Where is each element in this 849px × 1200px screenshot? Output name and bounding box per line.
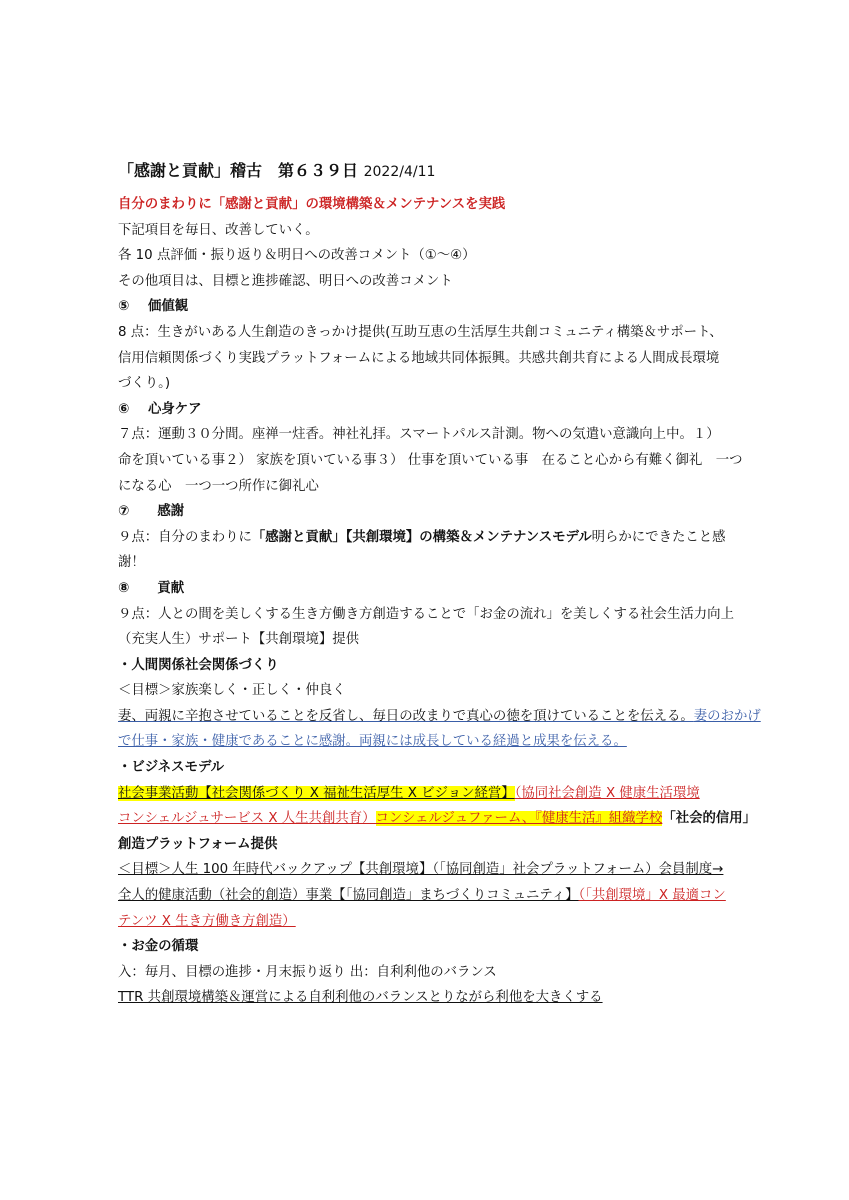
- relations-text-blue: 妻のおかげ: [693, 708, 761, 724]
- main-heading: 自分のまわりに「感謝と貢献」の環境構築＆メンテナンスを実践: [118, 197, 506, 212]
- title-text: 「感謝と貢献」稽古 第６３９日: [118, 161, 359, 180]
- section-number: ⑥: [118, 401, 130, 417]
- money-heading: ・お金の循環: [118, 939, 199, 955]
- section-number: ⑦: [118, 504, 130, 520]
- intro-line-3: その他項目は、目標と進捗確認、明日への改善コメント: [118, 273, 453, 289]
- relations-line-2: で仕事・家族・健康であることに感謝。両親には成長している経過と成果を伝える。: [118, 734, 627, 750]
- values-line-3: づくり。): [118, 376, 171, 392]
- care-line-3: になる心 一つ一つ所作に御礼心: [118, 478, 319, 494]
- business-line-5: [118, 883, 758, 909]
- money-line-2: TTR 共創環境構築＆運営による自利利他のバランスとりながら利他を大きくする: [118, 990, 603, 1006]
- intro-line-2: 各 10 点評価・振り返り＆明日への改善コメント（①～④）: [118, 248, 476, 264]
- gratitude-text-c: 明らかにできたこと感: [591, 529, 726, 545]
- section-contribution-heading: [118, 576, 758, 602]
- business-line-3: 創造プラットフォーム提供: [118, 836, 278, 852]
- business-red-1: （協同社会創造 X 健康生活環境: [514, 785, 700, 801]
- section-label: 価値観: [148, 299, 189, 315]
- values-line-2: 信用信頼関係づくり実践プラットフォームによる地域共同体振興。共感共創共育による人間成長環境: [118, 350, 720, 366]
- contribution-line-2: （充実人生）サポート【共創環境】提供: [118, 632, 360, 648]
- business-heading: ・ビジネスモデル: [118, 760, 225, 776]
- care-line-1: ７点：運動３０分間。座禅一炷香。神社礼拝。スマートパルス計測。物への気遣い意識向上中。１）: [118, 427, 720, 443]
- intro-line-1: 下記項目を毎日、改善していく。: [118, 222, 319, 238]
- document-body: [118, 156, 761, 1011]
- business-line-2: [118, 806, 758, 832]
- title-date: 2022/4/11: [363, 164, 436, 180]
- relations-goal: ＜目標＞家族楽しく・正しく・仲良く: [118, 683, 346, 699]
- business-line-6: テンツ X 生き方働き方創造）: [118, 913, 296, 929]
- section-number: ⑧: [118, 580, 130, 596]
- business-goal: ＜目標＞人生 100 年時代バックアップ【共創環境】（「協同創造」社会プラットフォーム）会員制度→: [118, 862, 724, 878]
- relations-heading: ・人間関係社会関係づくり: [118, 657, 279, 673]
- relations-text-black: 妻、両親に辛抱させていることを反省し、毎日の改まりで真心の徳を頂けていることを伝える。: [118, 708, 694, 724]
- page-title: [118, 156, 758, 186]
- business-red-3: （「共創環境」X 最適コン: [578, 888, 726, 904]
- section-care-heading: [118, 397, 758, 423]
- business-text-black: 全人的健康活動（社会的創造）事業【「協同創造」まちづくりコミュニティ】: [118, 888, 579, 904]
- contribution-line-1: ９点：人との間を美しくする生き方働き方創造することで「お金の流れ」を美しくする社会生活力向上: [118, 606, 734, 622]
- section-gratitude-heading: [118, 499, 758, 525]
- business-red-2: コンシェルジュサービス X 人生共創共育）: [118, 811, 376, 827]
- section-number: ⑤: [118, 299, 130, 315]
- business-bold-1: 「社会的信用」: [662, 811, 757, 827]
- money-line-1: 入：毎月、目標の進捗・月末振り返り 出：自利利他のバランス: [118, 964, 497, 980]
- gratitude-line-1: [118, 525, 758, 551]
- section-label: 貢献: [157, 580, 185, 596]
- care-line-2: 命を頂いている事２） 家族を頂いている事３） 仕事を頂いている事 在ること心から有難く御礼 一つ: [118, 452, 743, 468]
- section-label: 感謝: [157, 504, 185, 520]
- gratitude-line-2: 謝！: [118, 555, 145, 571]
- business-highlight-2: コンシェルジュファーム、『健康生活』組織学校: [375, 811, 663, 827]
- relations-line-1: [118, 704, 761, 730]
- section-values-heading: [118, 294, 758, 320]
- gratitude-text-bold: 「感謝と貢献」【共創環境】の構築＆メンテナンスモデル: [251, 529, 592, 545]
- business-highlight-1: 社会事業活動【社会関係づくり X 福祉生活厚生 X ビジョン経営】: [118, 785, 515, 801]
- section-label: 心身ケア: [148, 401, 202, 417]
- values-line-1: 8 点：生きがいある人生創造のきっかけ提供(互助互恵の生活厚生共創コミュニティ構築＆サポート、: [118, 324, 723, 340]
- business-line-1: [118, 781, 758, 807]
- gratitude-text-a: ９点：自分のまわりに: [118, 529, 252, 545]
